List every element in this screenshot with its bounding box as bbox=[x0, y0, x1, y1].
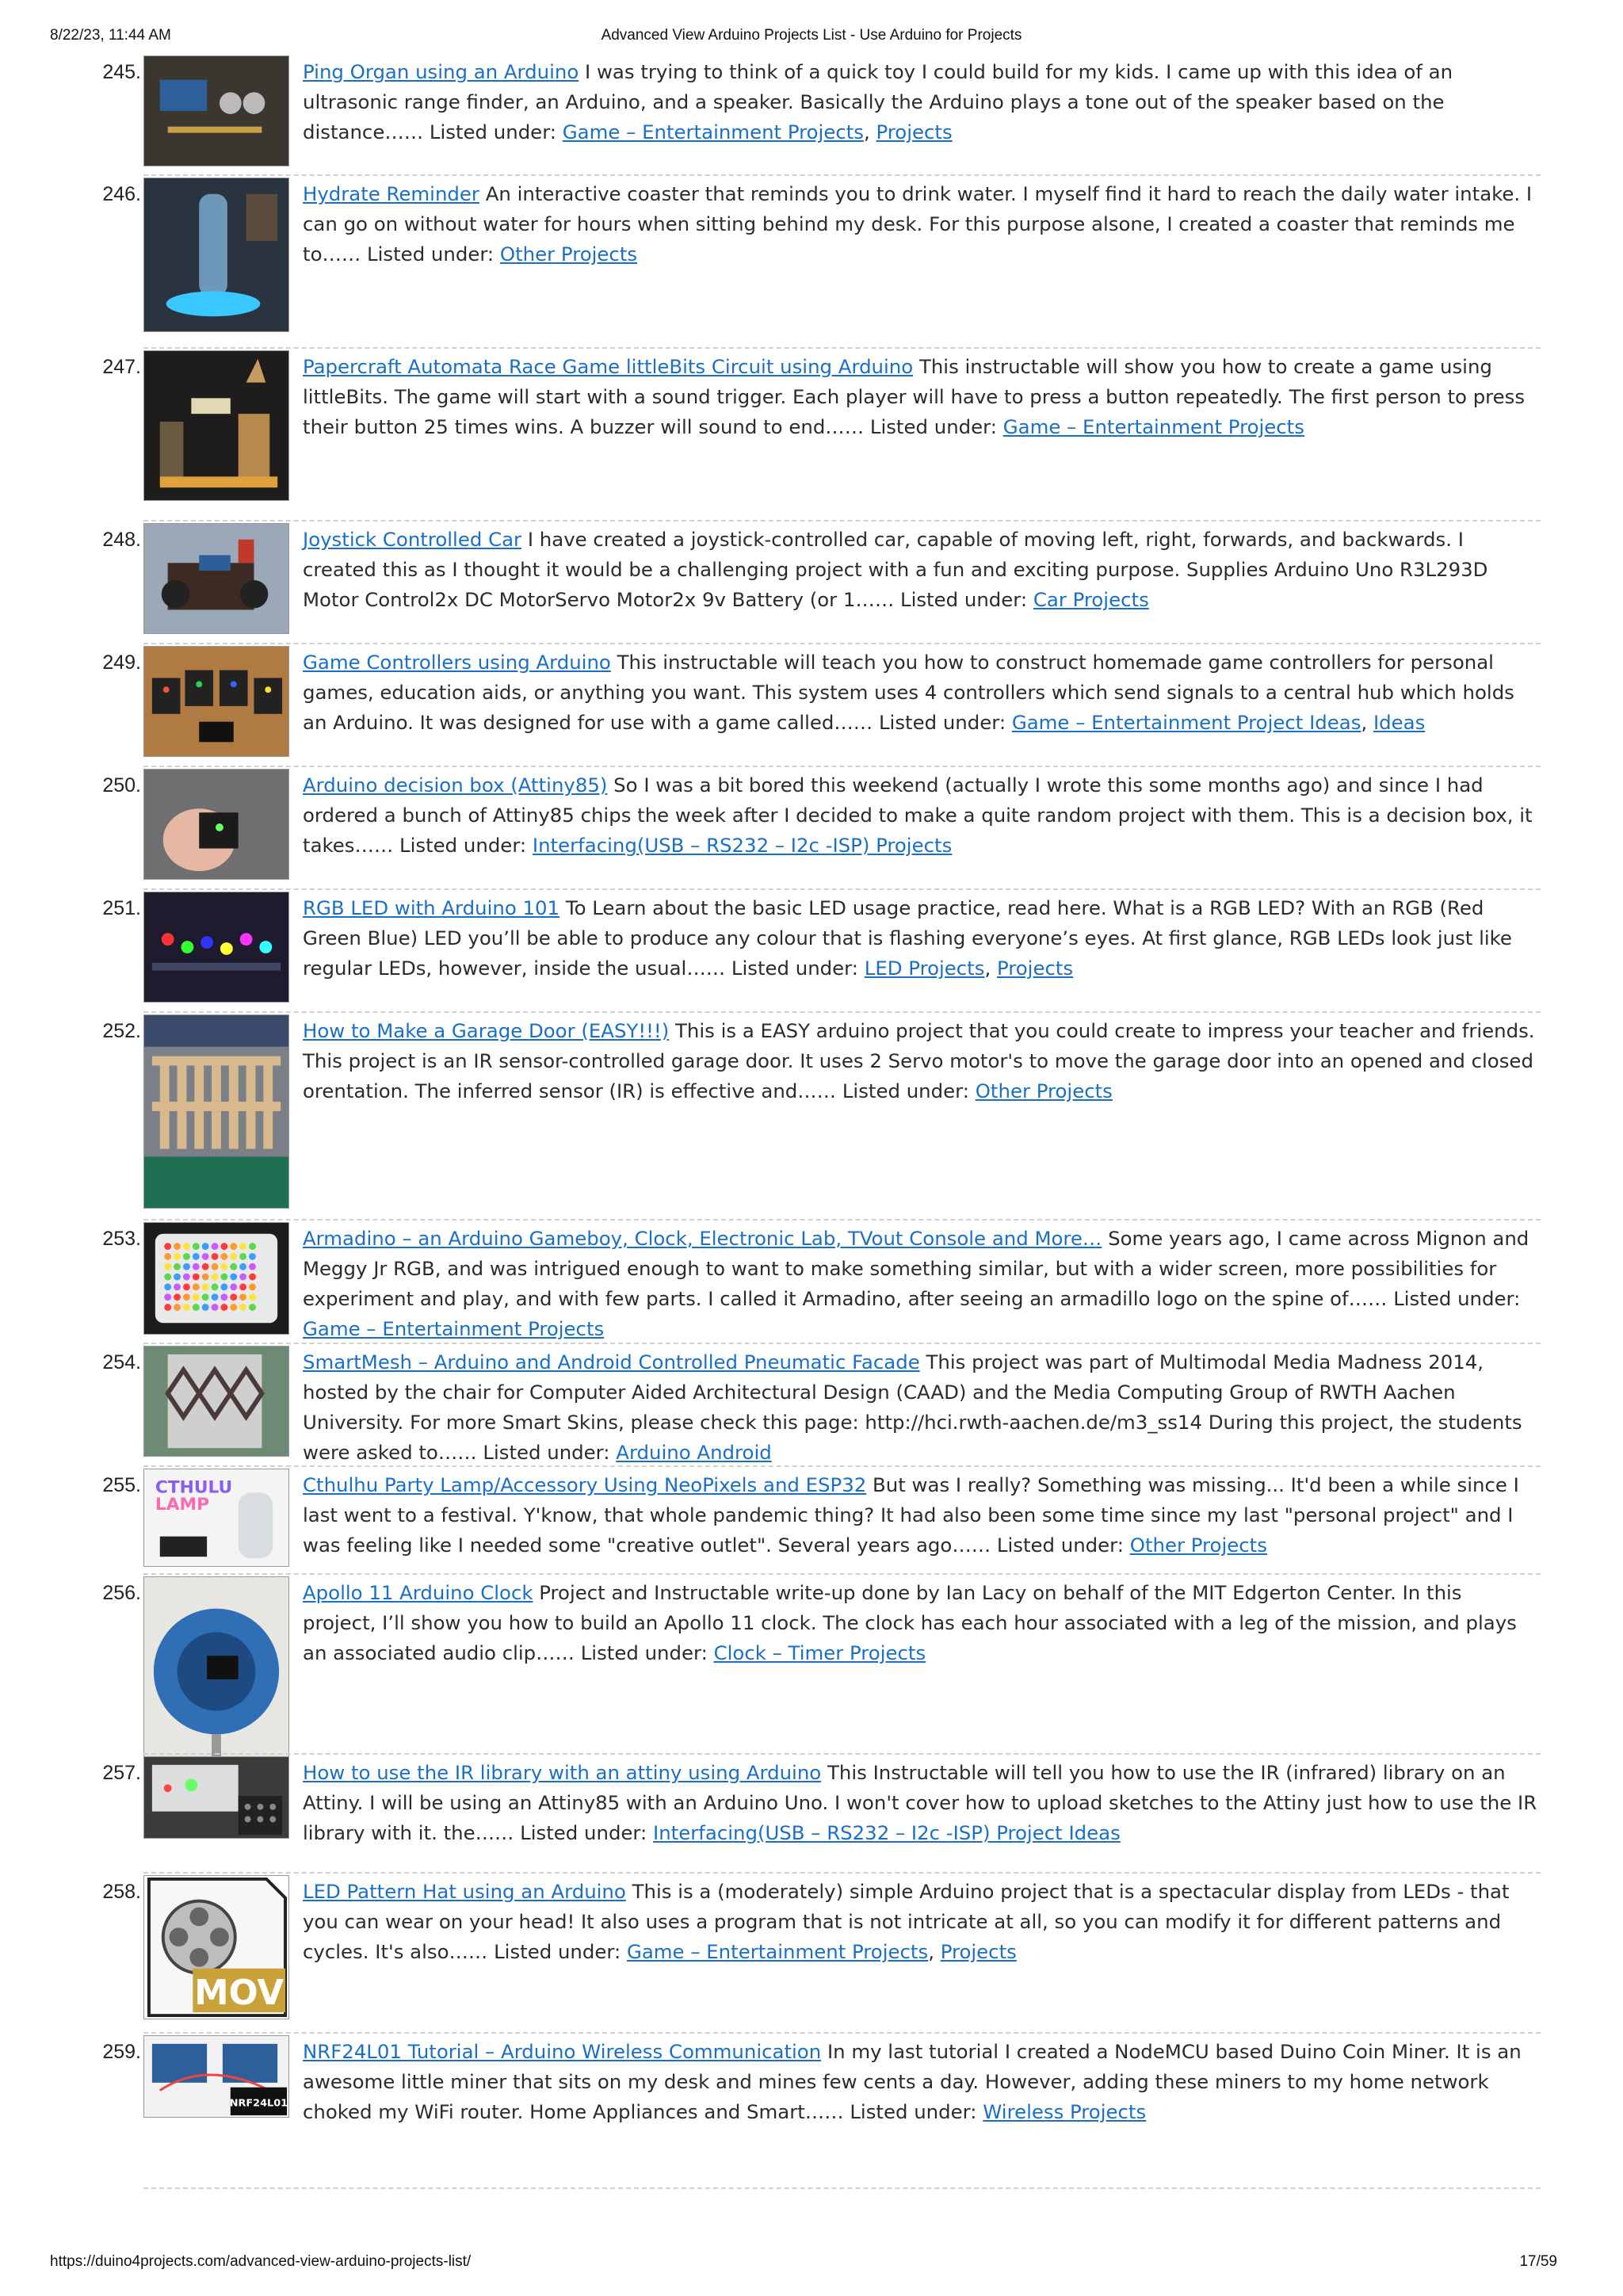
item-number: 252. bbox=[102, 1020, 141, 1042]
item-number: 257. bbox=[102, 1762, 141, 1784]
category-separator: , bbox=[984, 957, 997, 980]
item-divider bbox=[143, 2032, 1541, 2034]
item-divider bbox=[143, 1753, 1541, 1755]
item-text bbox=[303, 770, 1541, 861]
project-title-link[interactable]: Armadino – an Arduino Gameboy, Clock, Electronic Lab, TVout Console and More… bbox=[303, 1227, 1102, 1250]
item-text bbox=[303, 648, 1541, 738]
project-description: In my last tutorial I created a NodeMCU based Duino Coin Miner. It is an awesome little miner that sits on my desk and mines few cents a day. However, adding these miners to my home network choked my WiFi router. Home Appliances and Smart…… bbox=[303, 2040, 1522, 2123]
project-description: This Instructable will tell you how to use the IR (infrared) library on an Attiny. I will be using an Attiny85 with an Arduino Uno. I won't cover how to upload sketches to the Attiny just how to use the IR library with it. the…… Listed bbox=[303, 1761, 1537, 1844]
category-separator: , bbox=[1361, 711, 1373, 734]
listed-under-label: Listed under: bbox=[850, 2100, 977, 2123]
listed-under-label: Listed under: bbox=[429, 120, 557, 143]
item-text bbox=[303, 1016, 1541, 1106]
project-thumbnail[interactable] bbox=[143, 1469, 289, 1567]
item-text bbox=[303, 352, 1541, 442]
project-title-link[interactable]: Joystick Controlled Car bbox=[303, 528, 522, 551]
item-number: 246. bbox=[102, 183, 141, 205]
item-number: 250. bbox=[102, 774, 141, 797]
category-link[interactable]: Projects bbox=[876, 120, 953, 143]
project-description: This is a (moderately) simple Arduino project that is a spectacular display from LEDs - that you can wear on your head! It also uses a program that is not intricate at all, so you can modify it for different patterns and cycles. It's also…… bbox=[303, 1880, 1510, 1963]
project-description: Some years ago, I came across Mignon and Meggy Jr RGB, and was intrigued enough to want to make something similar, but with a wider screen, more possibilities for experiment and play, and with few parts. I called it Armadino, after seeing an armadillo logo on the spine of…… bbox=[303, 1227, 1529, 1310]
item-text bbox=[303, 2037, 1541, 2127]
category-link[interactable]: Game – Entertainment Projects bbox=[1002, 415, 1304, 438]
category-link[interactable]: LED Projects bbox=[864, 957, 985, 980]
item-number: 256. bbox=[102, 1582, 141, 1604]
project-title-link[interactable]: How to use the IR library with an attiny using Arduino bbox=[303, 1761, 822, 1784]
category-separator: , bbox=[864, 120, 876, 143]
nrf24l01-module-photo bbox=[144, 2036, 288, 2117]
svg-text:MOV: MOV bbox=[194, 1973, 285, 2014]
project-title-link[interactable]: How to Make a Garage Door (EASY!!!) bbox=[303, 1019, 670, 1042]
item-text bbox=[303, 1578, 1541, 1668]
rgb-led-photo bbox=[144, 892, 288, 1002]
project-description: This project was part of Multimodal Media Madness 2014, hosted by the chair for Computer Aided Architectural Design (CAAD) and the Media Computing Group of RWTH Aachen University. For more Smart Skins, please check this page: http://hci.rwth-aachen.de/m3_ss14 During this project, the students were asked to…… bbox=[303, 1350, 1522, 1464]
item-divider bbox=[143, 643, 1541, 644]
project-title-link[interactable]: NRF24L01 Tutorial – Arduino Wireless Communication bbox=[303, 2040, 822, 2063]
project-title-link[interactable]: Game Controllers using Arduino bbox=[303, 651, 611, 674]
project-thumbnail[interactable] bbox=[143, 1014, 289, 1209]
listed-under-label: Listed under: bbox=[878, 711, 1006, 734]
item-number: 255. bbox=[102, 1474, 141, 1496]
item-text bbox=[303, 1224, 1541, 1344]
svg-text:LAMP: LAMP bbox=[155, 1495, 210, 1515]
clock-photo bbox=[144, 1577, 288, 1771]
project-thumbnail[interactable] bbox=[143, 1875, 289, 2019]
category-link[interactable]: Wireless Projects bbox=[983, 2100, 1147, 2123]
print-footer bbox=[0, 2253, 1623, 2277]
pneumatic-facade-photo bbox=[144, 1347, 288, 1456]
item-divider bbox=[143, 1011, 1541, 1013]
svg-text:NRF24L01: NRF24L01 bbox=[229, 2097, 288, 2110]
project-thumbnail[interactable] bbox=[143, 646, 289, 757]
item-divider bbox=[143, 1465, 1541, 1467]
category-link[interactable]: Interfacing(USB – RS232 – I2c -ISP) Project Ideas bbox=[653, 1821, 1121, 1844]
item-number: 249. bbox=[102, 651, 141, 674]
item-divider bbox=[143, 520, 1541, 521]
category-link[interactable]: Other Projects bbox=[1129, 1534, 1267, 1557]
item-number: 254. bbox=[102, 1351, 141, 1373]
item-divider bbox=[143, 888, 1541, 890]
project-description: So I was a bit bored this weekend (actually I wrote this some months ago) and since I had ordered a bunch of Attiny85 chips the week after I decided to make a quite random project with them. This is a decision box, it takes…… bbox=[303, 774, 1533, 857]
project-title-link[interactable]: Arduino decision box (Attiny85) bbox=[303, 774, 608, 797]
papercraft-photo bbox=[144, 351, 288, 500]
category-link[interactable]: Projects bbox=[996, 957, 1074, 980]
decision-box-photo bbox=[144, 770, 288, 879]
project-description: This is a EASY arduino project that you could create to impress your teacher and friends. This project is an IR sensor-controlled garage door. It uses 2 Servo motor's to move the garage door into an opened and closed orentation. The inferred sensor (IR) is effective and…… bbox=[303, 1019, 1535, 1102]
listed-under-label: Listed under: bbox=[869, 415, 997, 438]
category-link[interactable]: Car Projects bbox=[1033, 588, 1149, 611]
project-description: An interactive coaster that reminds you to drink water. I myself find it hard to reach the daily water intake. I can go on without water for hours when sitting behind my desk. For this purpose alsone, I created a coaster that reminds me to…… bbox=[303, 182, 1533, 266]
project-thumbnail[interactable] bbox=[143, 1222, 289, 1335]
project-title-link[interactable]: Ping Organ using an Arduino bbox=[303, 60, 579, 83]
project-description: I have created a joystick-controlled car, capable of moving left, right, forwards, and backwards. I created this as I thought it would be a challenging project with a fun and exciting purpose. Supplies Arduino Uno R3L293D Motor Control2x DC MotorServo Motor2x 9v Battery (or 1…… bbox=[303, 528, 1488, 611]
category-link[interactable]: Projects bbox=[940, 1940, 1017, 1963]
project-thumbnail[interactable] bbox=[143, 1346, 289, 1457]
item-number: 248. bbox=[102, 529, 141, 551]
project-description: This instructable will teach you how to construct homemade game controllers for personal games, education aids, or anything you want. This system uses 4 controllers which send signals to a central hub which holds an Arduino. It was designed for use with a game called…… bbox=[303, 651, 1514, 734]
project-title-link[interactable]: Cthulhu Party Lamp/Accessory Using NeoPixels and ESP32 bbox=[303, 1473, 867, 1496]
item-number: 258. bbox=[102, 1881, 141, 1903]
item-text bbox=[303, 1877, 1541, 1967]
project-thumbnail[interactable] bbox=[143, 350, 289, 501]
garage-model-photo bbox=[144, 1015, 288, 1208]
project-title-link[interactable]: LED Pattern Hat using an Arduino bbox=[303, 1880, 626, 1903]
project-thumbnail[interactable] bbox=[143, 523, 289, 634]
item-number: 247. bbox=[102, 356, 141, 378]
svg-text:CTHULU: CTHULU bbox=[155, 1477, 233, 1498]
item-divider bbox=[143, 1219, 1541, 1221]
item-number: 253. bbox=[102, 1228, 141, 1250]
listed-under-label: Listed under: bbox=[483, 1441, 610, 1464]
item-divider bbox=[143, 766, 1541, 767]
project-title-link[interactable]: Apollo 11 Arduino Clock bbox=[303, 1581, 533, 1604]
listed-under-label: under: bbox=[644, 1641, 708, 1664]
project-thumbnail[interactable] bbox=[143, 55, 289, 166]
project-description: Project and Instructable write-up done by Ian Lacy on behalf of the MIT Edgerton Center. In this project, I’ll show you how to build an Apollo 11 clock. The clock has each hour associated with a leg of the mission, and plays an associated audio clip…… Listed bbox=[303, 1581, 1517, 1664]
project-title-link[interactable]: Hydrate Reminder bbox=[303, 182, 479, 205]
glowing-bottle-photo bbox=[144, 178, 288, 331]
listed-under-label: Listed under: bbox=[731, 957, 858, 980]
category-link[interactable]: Game – Entertainment Projects bbox=[562, 120, 865, 143]
item-text bbox=[303, 1470, 1541, 1561]
category-link[interactable]: Arduino Android bbox=[616, 1441, 772, 1464]
category-link[interactable]: Clock – Timer Projects bbox=[713, 1641, 926, 1664]
item-divider bbox=[143, 2187, 1541, 2189]
listed-under-label: Listed under: bbox=[899, 588, 1028, 611]
item-number: 245. bbox=[102, 61, 141, 83]
category-link[interactable]: Other Projects bbox=[499, 243, 638, 266]
game-controllers-photo bbox=[144, 647, 288, 756]
project-thumbnail[interactable] bbox=[143, 892, 289, 1003]
category-separator: , bbox=[928, 1940, 941, 1963]
project-title-link[interactable]: Papercraft Automata Race Game littleBits Circuit using Arduino bbox=[303, 355, 914, 378]
item-text bbox=[303, 893, 1541, 984]
project-title-link[interactable]: RGB LED with Arduino 101 bbox=[303, 896, 560, 919]
item-divider bbox=[143, 347, 1541, 349]
project-thumbnail[interactable] bbox=[143, 1576, 289, 1771]
project-thumbnail[interactable] bbox=[143, 178, 289, 332]
item-number: 251. bbox=[102, 897, 141, 919]
item-text bbox=[303, 179, 1541, 269]
item-text bbox=[303, 1758, 1541, 1848]
listed-under-label: under: bbox=[584, 1821, 647, 1844]
print-url: https://duino4projects.com/advanced-view-arduino-projects-list/ bbox=[50, 2253, 472, 2270]
category-link[interactable]: Other Projects bbox=[975, 1079, 1113, 1102]
project-thumbnail[interactable] bbox=[143, 2035, 289, 2118]
project-thumbnail[interactable] bbox=[143, 769, 289, 880]
print-header bbox=[0, 27, 1623, 51]
listed-under-label: Listed under: bbox=[842, 1079, 969, 1102]
project-description: I was trying to think of a quick toy I could build for my kids. I came up with this idea of an ultrasonic range finder, an Arduino, and a speaker. Basically the Arduino plays a tone out of the speaker based on the distance…… bbox=[303, 60, 1453, 143]
print-page-title: Advanced View Arduino Projects List - Use Arduino for Projects bbox=[601, 27, 1022, 44]
item-text bbox=[303, 525, 1541, 615]
item-divider bbox=[143, 174, 1541, 176]
item-number: 259. bbox=[102, 2041, 141, 2063]
print-timestamp: 8/22/23, 11:44 AM bbox=[50, 27, 171, 44]
project-thumbnail[interactable] bbox=[143, 1756, 289, 1839]
listed-under-label: Listed under: bbox=[494, 1940, 621, 1963]
listed-under-label: Listed under: bbox=[1393, 1287, 1521, 1310]
category-link[interactable]: Game – Entertainment Projects bbox=[303, 1317, 605, 1340]
led-matrix-photo bbox=[144, 1223, 288, 1334]
listed-under-label: Listed under: bbox=[399, 834, 527, 857]
item-divider bbox=[143, 1573, 1541, 1575]
cthulhu-lamp-photo bbox=[144, 1469, 288, 1566]
robot-car-photo bbox=[144, 524, 288, 633]
mov-file-icon bbox=[144, 1876, 288, 2019]
category-link[interactable]: Game – Entertainment Projects bbox=[626, 1940, 929, 1963]
category-link[interactable]: Interfacing(USB – RS232 – I2c -ISP) Projects bbox=[532, 834, 953, 857]
item-text bbox=[303, 1347, 1541, 1468]
project-description: But was I really? Something was missing... It'd been a while since I last went to a festival. Y'know, that whole pandemic thing? It had also been some time since my last "personal project" and I was feeling like I needed some "creative outlet". Several years ago…… bbox=[303, 1473, 1519, 1557]
category-link[interactable]: Ideas bbox=[1373, 711, 1426, 734]
listed-under-label: Listed under: bbox=[367, 243, 495, 266]
project-title-link[interactable]: SmartMesh – Arduino and Android Controlled Pneumatic Facade bbox=[303, 1350, 920, 1373]
page-number: 17/59 bbox=[1519, 2253, 1557, 2270]
project-description: This instructable will show you how to create a game using littleBits. The game will start with a sound trigger. Each player will have to press a button repeatedly. The first person to press their button 25 times wins. A buzzer will sound to end…… bbox=[303, 355, 1526, 438]
project-description: To Learn about the basic LED usage practice, read here. What is a RGB LED? With an RGB (Red Green Blue) LED you’ll be able to produce any colour that is flashing everyone’s eyes. At first glance, RGB LEDs look just like regular LEDs, however, inside the usual…… bbox=[303, 896, 1512, 980]
circuit-board-photo bbox=[144, 56, 288, 166]
item-divider bbox=[143, 1343, 1541, 1344]
category-link[interactable]: Game – Entertainment Project Ideas bbox=[1011, 711, 1361, 734]
ir-breadboard-photo bbox=[144, 1757, 288, 1838]
listed-under-label: Listed under: bbox=[996, 1534, 1124, 1557]
item-divider bbox=[143, 1872, 1541, 1874]
item-text bbox=[303, 57, 1541, 147]
